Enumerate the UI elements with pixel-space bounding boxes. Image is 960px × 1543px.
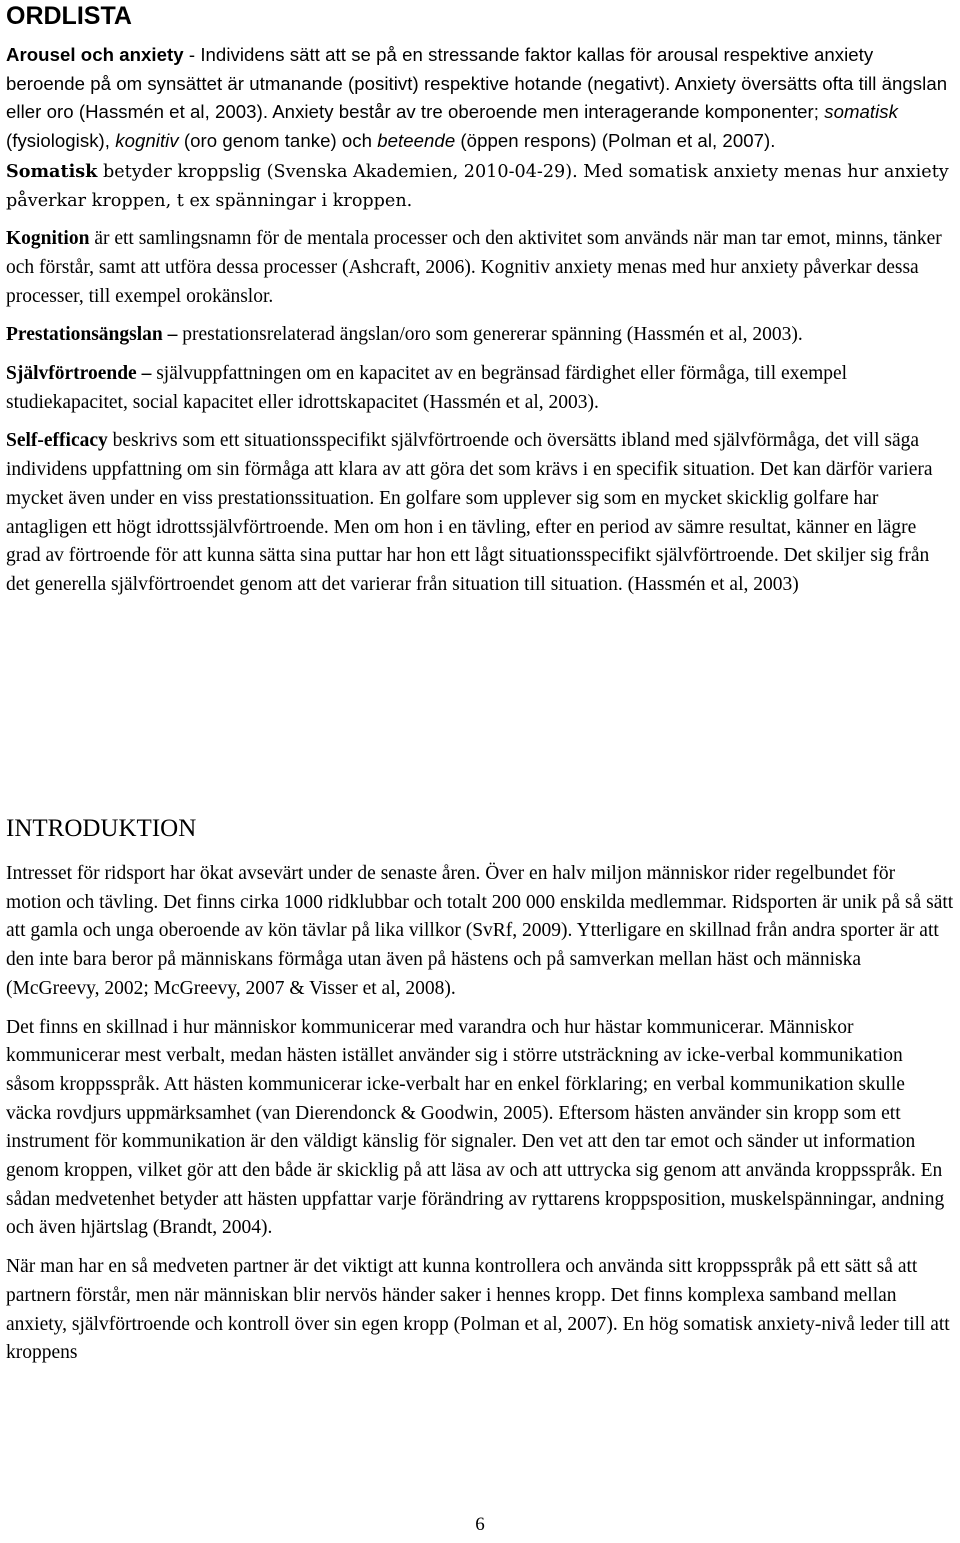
intro-paragraph: När man har en så medveten partner är det viktigt att kunna kontrollera och använda sitt kroppsspråk på ett sätt så att partnern förstår, men när människan blir nervös händer saker i hennes kropp. Det finns komplexa samband mellan anxiety, självförtroende och kontroll över sin egen kropp (Polman et al, 2007). En hög somatisk anxiety-nivå leder till att kroppens: [6, 1256, 950, 1364]
entry-arousal: [6, 41, 954, 156]
introduktion-section: [6, 814, 954, 1378]
intro-paragraph: Det finns en skillnad i hur människor kommunicerar med varandra och hur hästar kommunicerar. Människor kommunicerar mest verbalt, medan hästen istället använder sig i större utsträckning av icke-verbal kommunikation såsom kroppsspråk. Att hästen kommunicerar icke-verbalt har en enkel förklaring; en verbal kommunikation skulle väcka rovdjurs uppmärksamhet (van Dierendonck & Goodwin, 2005). Eftersom hästen använder sin kropp som ett instrument för kommunikation är den väldigt känslig för signaler. Den vet att den tar emot och sänder ut information genom kroppen, vilket gör att den både är skicklig på att läsa av och att uttrycka sig genom att använda kroppsspråk. En sådan medvetenhet betyder att hästen uppfattar varje förändring av ryttarens kroppsposition, muskelspänningar, andning och även hjärtslag (Brandt, 2004).: [6, 1016, 945, 1239]
ordlista-heading: ORDLISTA: [6, 2, 132, 30]
entry-somatisk: [6, 158, 954, 215]
entry-arousal-text3: (oro genom tanke) och: [178, 130, 378, 152]
entry-self-efficacy-term: Self-efficacy: [6, 430, 108, 452]
entry-arousal-text2: (fysiologisk),: [6, 130, 116, 152]
entry-arousal-somatisk: somatisk: [824, 101, 898, 123]
intro-paragraph: Intresset för ridsport har ökat avsevärt under de senaste åren. Över en halv miljon människor rider regelbundet för motion och tävling. Det finns cirka 1000 ridklubbar och totalt 200 000 enskilda medlemmar. Ridsporten är unik på så sätt att gamla och unga oberoende av kön tävlar på lika villkor (SvRf, 2009). Ytterligare en skillnad från andra sporter är att den inte bara beror på människans förmåga utan även på hästens och på samverkan mellan häst och människa (McGreevy, 2002; McGreevy, 2007 & Visser et al, 2008).: [6, 863, 954, 999]
entry-self-efficacy-text: beskrivs som ett situationsspecifikt självförtroende och översätts ibland med självförmåga, det vill säga individens uppfattning om sin förmåga att klara av att göra det som krävs i en specifik situation. Det kan därför variera mycket även under en viss prestationssituation. En golfare som upplever sig som en mycket skicklig golfare har antagligen ett högt idrottssjälvförtroende. Men om hon i en tävling, efter en period av sämre resultat, känner en lägre grad av förtroende för att kunna sätta sina puttar har hon ett lågt situationsspecifikt självförtroende. Det skiljer sig från det generella självförtroendet genom att det varierar från situation till situation. (Hassmén et al, 2003): [6, 430, 933, 595]
ordlista-section: [6, 0, 954, 610]
entry-sjalvfortroende: [6, 360, 954, 417]
entry-self-efficacy: [6, 427, 954, 599]
entry-prestationsangslan: [6, 321, 954, 350]
entry-sjalvfortroende-text: självuppfattningen om en kapacitet av en begränsad färdighet eller förmåga, till exempel studiekapacitet, social kapacitet eller idrottskapacitet (Hassmén et al, 2003).: [6, 363, 848, 413]
entry-somatisk-text: betyder kroppslig (Svenska Akademien, 2010-04-29). Med somatisk anxiety menas hur anxiety påverkar kroppen, t ex spänningar i kroppen.: [6, 161, 949, 211]
entry-arousal-beteende: beteende: [377, 130, 456, 152]
entry-prestationsangslan-text: prestationsrelaterad ängslan/oro som genererar spänning (Hassmén et al, 2003).: [177, 324, 803, 346]
introduktion-heading: INTRODUKTION: [6, 815, 197, 842]
entry-arousal-term: Arousel och anxiety: [6, 44, 184, 65]
entry-arousal-kognitiv: kognitiv: [115, 130, 179, 152]
entry-kognition: [6, 225, 954, 311]
page-number: 6: [475, 1514, 485, 1535]
entry-kognition-text: är ett samlingsnamn för de mentala processer och den aktivitet som används när man tar emot, minns, tänker och förstår, samt att utföra dessa processer (Ashcraft, 2006). Kognitiv anxiety menas med hur anxiety påverkar dessa processer, till exempel orokänslor.: [6, 228, 942, 307]
entry-somatisk-term: Somatisk: [6, 160, 98, 182]
entry-prestationsangslan-term: Prestationsängslan –: [6, 324, 178, 346]
entry-kognition-term: Kognition: [6, 228, 90, 250]
entry-arousal-text4: (öppen respons) (Polman et al, 2007).: [455, 130, 776, 152]
entry-sjalvfortroende-term: Självförtroende –: [6, 363, 152, 385]
entry-arousal-text1: - Individens sätt att se på en stressande faktor kallas för arousal respektive anxiety beroende på om synsättet är utmanande (positivt) respektive hotande (negativt). Anxiety översätts ofta till ängslan eller oro (Hassmén et al, 2003). Anxiety består av tre oberoende men interagerande komponenter;: [6, 44, 948, 123]
